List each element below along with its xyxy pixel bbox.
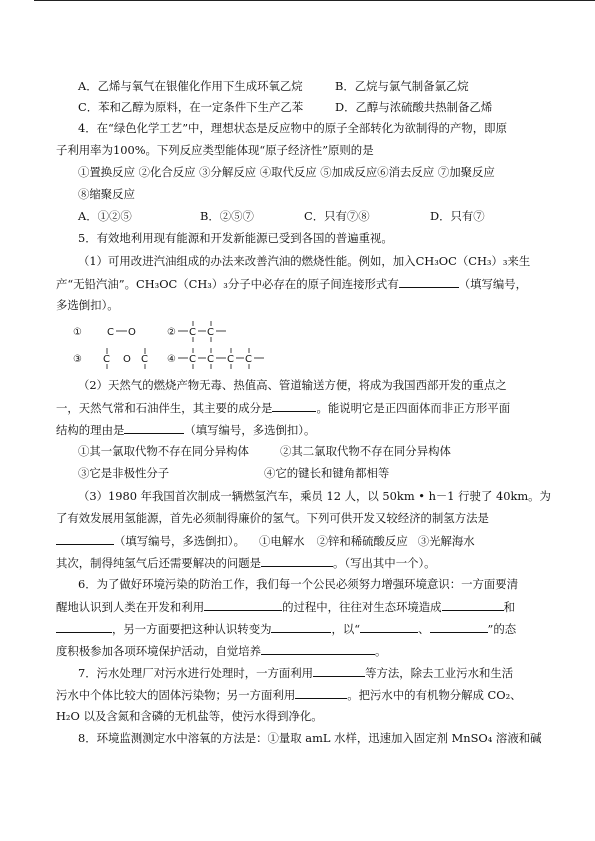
struct-label-4: ④ (167, 354, 176, 365)
q6-line2: 醒地认识到人类在开发和利用 的过程中，往往对生态环境造成 和 (56, 600, 515, 614)
q5-part3-line4: 其次，制得纯氢气后还需要解决的问题是 。（写出其中一个）。 (56, 556, 436, 570)
page-top-rule (34, 0, 595, 1)
answer-blank (124, 422, 184, 434)
q4-stem-line2: 子利用率为100%。下列反应类型能体现“原子经济性”原则的是 (56, 143, 374, 157)
q3-option-c: C．苯和乙醇为原料，在一定条件下生产乙苯 (78, 100, 304, 114)
q5-part2-option2: ②其二氯取代物不存在同分异构体 (280, 444, 451, 458)
struct-label-3: ③ (73, 354, 82, 365)
q5-part2-option1: ①其一氯取代物不存在同分异构体 (78, 444, 249, 458)
q4-option-d: D．只有⑦ (430, 209, 485, 223)
answer-blank (261, 643, 375, 655)
answer-blank (271, 621, 331, 633)
q5-part3-line3: （填写编号，多选倒扣）。 ①电解水 ②锌和稀硫酸反应 ③光解海水 (56, 533, 475, 549)
q4-option-c: C．只有⑦⑧ (304, 209, 370, 223)
q5-part3-line1: （3）1980 年我国首次制成一辆燃氢汽车，乘员 12 人，以 50km • h－1 行驶了 40km。为 (78, 489, 551, 503)
svg-text:C: C (189, 327, 196, 338)
q5-part2-line2: 一，天然气常和石油伴生，其主要的成分是 。能说明它是正四面体而非正方形平面 (56, 401, 511, 415)
q7-line2: 污水中个体比较大的固体污染物；另一方面利用 。把污水中的有机物分解成 CO₂、 (56, 688, 522, 702)
q7-line1: 7．污水处理厂对污水进行处理时，一方面利用 等方法，除去工业污水和生活 (78, 666, 514, 680)
answer-blank (56, 533, 114, 545)
q4-reaction-types-line2: ⑧缩聚反应 (78, 187, 135, 201)
structure-4-carbon-chain (178, 348, 264, 369)
answer-blank (313, 665, 365, 677)
answer-blank (442, 599, 504, 611)
svg-text:C: C (189, 354, 196, 365)
q5-part2-option4: ④它的键长和键角都相等 (264, 466, 390, 480)
svg-text:C: C (227, 354, 234, 365)
q5-stem: 5．有效地利用现有能源和开发新能源已受到各国的普遍重视。 (78, 231, 393, 245)
q6-line3: ，另一方面要把这种认识转变为 ，以“ 、 ”的态 (56, 621, 516, 637)
q4-option-a: A．①②⑤ (78, 209, 132, 223)
answer-blank (399, 276, 459, 288)
q4-option-b: B．②⑤⑦ (200, 209, 254, 223)
answer-blank (295, 687, 347, 699)
svg-text:O: O (123, 354, 131, 365)
q6-line4: 度积极参加各项环境保护活动，自觉培养 。 (56, 644, 387, 658)
structure-3-c-o-c (103, 348, 148, 369)
answer-blank (261, 555, 333, 567)
q5-part1-formula: CH₃OC（CH₃）₃ (136, 277, 228, 291)
svg-text:C: C (107, 327, 114, 338)
structure-2-c-c-bond (178, 321, 226, 342)
q5-part1-line3: 多选倒扣）。 (56, 298, 119, 312)
q7-line3: H₂O 以及含氮和含磷的无机盐等，使污水得到净化。 (56, 709, 323, 723)
answer-blank (360, 621, 418, 633)
q4-stem-line1: 4．在“绿色化学工艺”中，理想状态是反应物中的原子全部转化为欲制得的产物，即原 (78, 121, 507, 135)
svg-text:O: O (128, 327, 136, 338)
svg-text:C: C (207, 327, 214, 338)
svg-text:C: C (207, 354, 214, 365)
q5-part1-line1: （1）可用改进汽油组成的办法来改善汽油的燃烧性能。例如，加入CH₃OC（CH₃）₃来生 (78, 254, 531, 268)
struct-label-1: ① (73, 327, 82, 338)
q5-part2-line1: （2）天然气的燃烧产物无毒、热值高、管道输送方便，将成为我国西部开发的重点之 (78, 378, 507, 392)
answer-blank (204, 599, 282, 611)
q5-part3-line2: 了有效发展用氢能源，首先必须制得廉价的氢气。下列可供开发又较经济的制氢方法是 (56, 511, 489, 525)
q8-line1: 8．环境监测测定水中溶氧的方法是：①量取 amL 水样，迅速加入固定剂 MnSO₄ 溶液和碱 (78, 731, 542, 745)
q5-part1-line2: 产“无铅汽油”。CH₃OC（CH₃）₃分子中必存在的原子间连接形式有 （填写编号， (56, 277, 528, 291)
struct-label-2: ② (167, 327, 176, 338)
q3-option-d: D．乙醇与浓硫酸共热制备乙烯 (335, 100, 493, 114)
q3-option-b: B．乙烷与氯气制备氯乙烷 (335, 79, 469, 93)
q5-part1-formula: CH₃OC（CH₃）₃ (415, 254, 508, 268)
q4-reaction-types-line1: ①置换反应 ②化合反应 ③分解反应 ④取代反应 ⑤加成反应⑥消去反应 ⑦加聚反应 (78, 165, 495, 179)
structure-1-c-o-bond (107, 327, 136, 338)
q5-bond-structures (70, 318, 290, 370)
svg-text:C: C (245, 354, 252, 365)
q6-line1: 6．为了做好环境污染的防治工作，我们每一个公民必须努力增强环境意识：一方面要清 (78, 577, 519, 591)
svg-text:C: C (141, 354, 148, 365)
q5-part2-option3: ③它是非极性分子 (78, 466, 170, 480)
answer-blank (56, 621, 112, 633)
svg-text:C: C (103, 354, 110, 365)
q5-part2-line3: 结构的理由是 （填写编号，多选倒扣）。 (56, 423, 316, 437)
answer-blank (272, 400, 316, 412)
q3-option-a: A．乙烯与氧气在银催化作用下生成环氧乙烷 (78, 79, 303, 93)
answer-blank (430, 621, 488, 633)
